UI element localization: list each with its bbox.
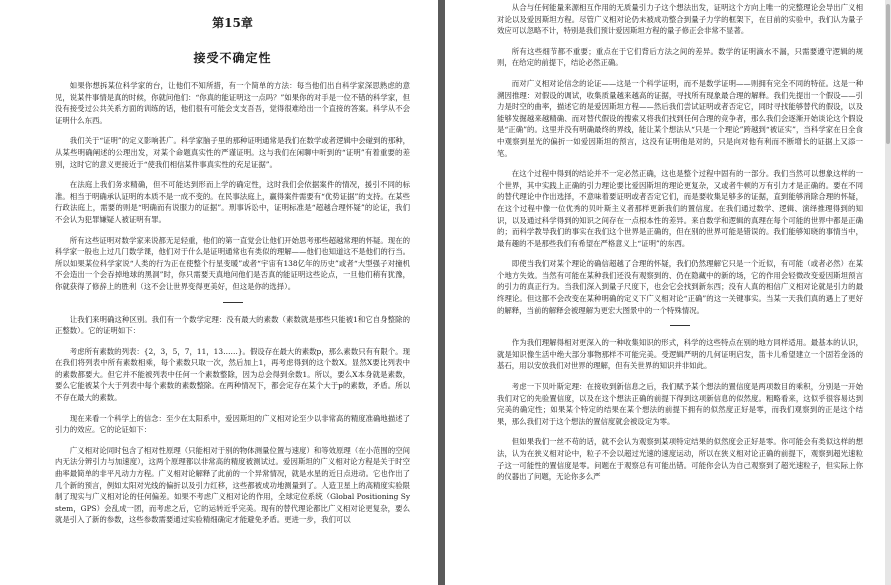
section-divider xyxy=(670,325,690,326)
paragraph: 所有这些证明对数学家来说都无足轻重，他们的第一直觉会让他们开始思考那些超越常理的怀疑。现在的科学家一般也上过几门数学课，他们对于什么是证明通常也有类似的理解——他们也知道这不是他们的行当。所以如果某位科学家说“人类的行为正在使整个行星变暖”或者“宇宙有138亿年的历史”或者“大型强子对撞机不会造出一个会吞掉地球的黑洞”时，你只需要天真地问他们是否真的能证明这些论点，一旦他们稍有犹豫，你就获得了修辞上的胜利（这不会让世界变得更美好，但这是你的选择）。 xyxy=(55,235,410,291)
paragraph: 我们关于“证明”的定义影响甚广。科学家脑子里的那种证明通常是我们在数学或者逻辑中会碰到的那种，从某些明确阐述的公理出发，对某个命题真实性的严谨证明。这与我们在闲聊中听到的“证明”有着重要的差别，这时它的意义更接近于“使我们相信某件事真实性的充足证据”。 xyxy=(55,136,410,169)
chapter-title: 接受不确定性 xyxy=(193,51,272,65)
paragraph: 考虑一下贝叶斯定理：在接收到新信息之后，我们赋予某个想法的置信度是两项数目的乘积，分别是一开始我们对它的先验置信度，以及在这个想法正确的前提下得到这项新信息的似然度。粗略看来，这似乎很容易达到完美的确定性；如果某个特定的结果在某个想法的前提下拥有的似然度正好是零，而我们观察到的正是这个结果，那么我们对于这个想法的置信度就会被设定为零。 xyxy=(497,382,863,426)
paragraph: 所有这些细节都不重要；重点在于它们背后方法之间的差异。数学的证明滴水不漏，只需要遵守逻辑的规则，在给定的前提下，结论必然正确。 xyxy=(497,46,863,68)
paragraph: 考虑所有素数的列表：{2，3，5，7，11，13……}。假设存在最大的素数p，那么素数只有有限个。现在我们将列表中所有素数相乘，每个素数只取一次，然后加上1，再考虑得到的这个数X。显然X要比列表中的素数都要大。但它并不能被列表中任何一个素数整除，因为总会得到余数1。所以，要么X本身就是素数，要么它能被某个大于列表中每个素数的素数整除。在两种情况下，都会定存在某个大于p的素数，矛盾。所以不存在最大的素数。 xyxy=(55,346,410,403)
paragraph: 作为我们理解得相对更深入的一种收集知识的形式，科学的这些特点在别的地方同样适用。最基本的认识，就是知识像生活中绝大部分事物那样不可能完美。受逻辑严明的几何证明启发，笛卡儿希望建立一个固若金汤的基石，用以安放我们对世界的理解，但有关世界的知识并非如此。 xyxy=(497,338,863,371)
paragraph: 在法庭上我们务求精确，但不可能达到形而上学的确定性，这时我们会依据案件的情况，援引不同的标准。相当于明确承认证明的本质不是一成不变的。在民事法庭上，赢得案件需要有“优势证据”的支持。在某些行政法庭上，需要的则是“明确而有说服力的证据”。刑事诉讼中，证明标准是“超越合理怀疑”的论证，我们不会认为犯罪嫌疑人被证明有罪。 xyxy=(55,180,410,224)
page-gutter xyxy=(438,0,445,585)
left-page xyxy=(0,0,438,585)
paragraph: 如果你想拆某位科学家的台，让他们不知所措，有一个简单的方法：每当他们出自科学家深思熟虑的意见，说某件事情是真的时候，你就问他们：“你真的能证明这一点吗？”如果你的对手是一位不错的科学家，但没有接受过公共关系方面的训练的话，他们很有可能会支支吾吾，觉得很难给出一个直接的答案。科学从不会证明什么东西。 xyxy=(55,81,410,125)
paragraph: 广义相对论同时包含了相对性原理（只能相对于别的物体测量位置与速度）和等效原理（在小范围的空间内无法分辨引力与加速度），这两个原理都以非常高的精度被测试过。爱因斯坦的广义相对论方程是关于时空曲率最简单的非平凡动力方程。广义相对论解释了此前的一个异常情况，就是水星的近日点进动。它也作出了几个新的预言，例如太阳对光线的偏折以及引力红移，这些都被成功地测量到了。人造卫星上的高精度实验限制了现实与广义相对论的任何偏差。如果不考虑广义相对论的作用，全球定位系统（Global Positioning System，GPS）会乱成一团，而考虑之后，它的运转近乎完美。现有的替代理论都比广义相对论更复杂，要么就是引入了新的参数，这些参数需要通过实验精细确定才能避免矛盾。更进一步，我们可以 xyxy=(55,445,410,525)
right-page xyxy=(445,0,891,585)
scrollbar[interactable] xyxy=(885,0,891,585)
paragraph: 让我们来明确这种区别。我们有一个数学定理：没有最大的素数（素数就是那些只能被1和它自身整除的正整数）。它的证明如下： xyxy=(55,314,410,336)
section-divider xyxy=(223,302,243,303)
scrollbar-thumb[interactable] xyxy=(886,4,890,144)
paragraph: 但如果我们一丝不苟的话，就不会认为观察到某项特定结果的似然度会正好是零。你可能会有类似这样的想法，认为在狭义相对论中，粒子不会以超过光速的速度运动，所以在狭义相对论正确的前提下，观察到超光速粒子这一可能性的置信度是零。问题在于观察总有可能出错。可能你会认为自己观察到了超光速粒子，但实际上你的仪器出了问题，无论你多么严 xyxy=(497,437,863,482)
paragraph: 即使当我们对某个理论的确信超越了合理的怀疑，我们仍然理解它只是一个近似，有可能（或者必然）在某个地方失效。当然有可能在某种我们还没有观察到的、仍在隐藏中的新的场，它的作用会轻微改变爱因斯坦预言的引力的真正行为。当我们深入到量子尺度下，也会它会找到新东西；没有人真的相信广义相对论就是引力的最终理论。但这都不会改变在某种明确的定义下广义相对论“正确”的这一关键事实。当某一天我们真的遇上了更好的解释，当前的解释会被理解为更宏大图景中的一个特殊情况。 xyxy=(497,259,863,315)
paragraph: 在这个过程中得到的结论并不一定必然正确，这也是整个过程中固有的一部分。我们当然可以想象这样的一个世界，其中实践上正确的引力理论要比爱因斯坦的理论更复杂，又或者牛顿的万有引力才是正确的。要在不同的替代理论中作出选择，不意味着要证明或者否定它们，而是要收集足够多的证据，直到能够消除合理的怀疑，在这个过程中像一位优秀的贝叶斯主义者那样更新我们的置信度。在我们通过数学、逻辑、演绎推理得到的知识，以及通过科学得到的知识之间存在一点根本性的差异。来自数学和逻辑的真理在每个可能的世界中都是正确的；而科学教导我们的事实在我们这个世界是正确的，但在别的世界可能是错误的。我们能够知晓的事情当中，最有趣的不是那些我们有希望在严格意义上“证明”的东西。 xyxy=(497,169,863,248)
paragraph: 而对广义相对论信念的论证——这是一个科学证明，而不是数学证明——则拥有完全不同的特征。这是一种溯因推理：对假设的调试，收集质量越来越高的证据，寻找所有现象最合理的解释。我们先提出一个假设——引力是时空的曲率，描述它的是爱因斯坦方程——然后我们尝试证明或者否定它，同时寻找能够替代的假设，以及能够发掘越来越精确、而对替代假设的搜索又将我们找到任何合理的竞争者，那么我们会逐渐开始谈论这个假设是“正确”的。这里并没有明确最终的界线，能让某个想法从“只是一个理论”跨越到“被证实”，当科学家在日全食中观察到星光的偏折一如爱因斯坦的预言，这没有证明他是对的，只是向对他有利而不断增长的证据上又添一笔。 xyxy=(497,78,863,158)
chapter-number: 第15章 xyxy=(212,16,253,30)
paragraph: 从合与任何能量来源相互作用的无质量引力子这个想法出发，证明这个方向上唯一的完整理论会导出广义相对论以及爱因斯坦方程。尽管广义相对论仍未被成功整合到量子力学的框架下，在目前的实验中，我们认为量子效应可以忽略不计，特别是我们预计爱因斯坦方程的量子修正会非常不显著。 xyxy=(497,3,863,36)
paragraph: 现在来看一个科学上的信念：至少在太阳系中，爱因斯坦的广义相对论至少以非常高的精度准确地描述了引力的效应。它的论证如下： xyxy=(55,413,410,435)
